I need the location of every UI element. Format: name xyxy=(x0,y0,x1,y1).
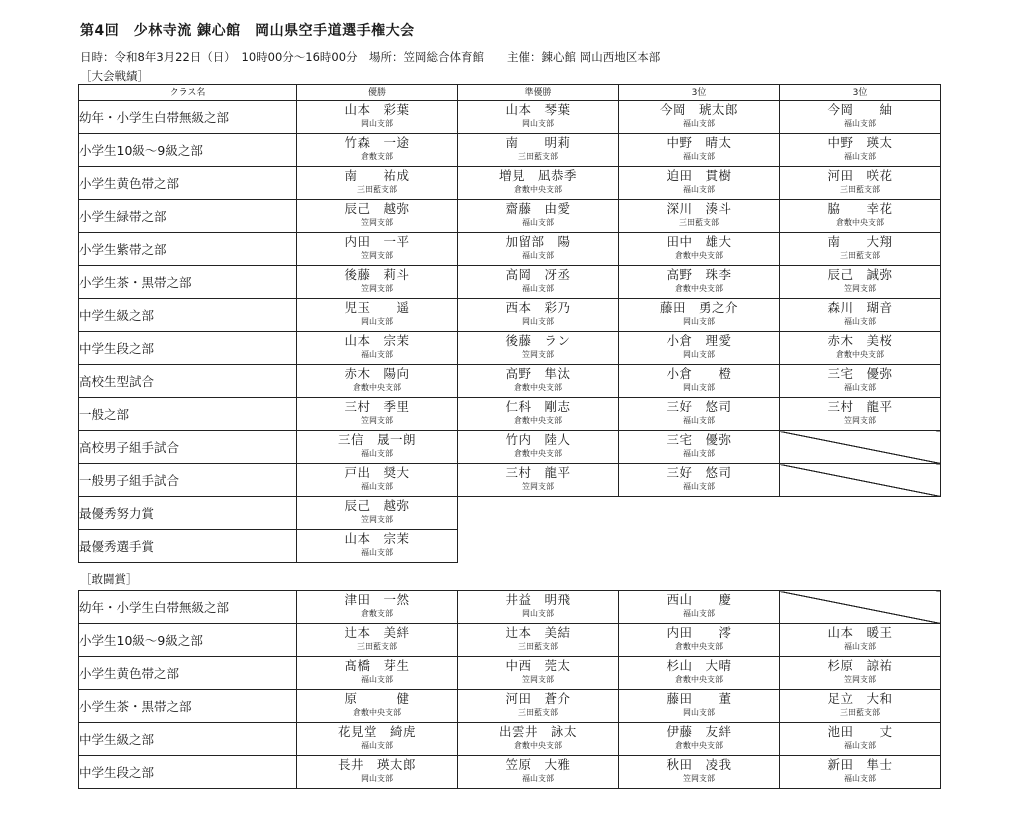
entry-cell xyxy=(297,657,458,690)
competitor-name: 三信 晟一朗 xyxy=(337,431,416,447)
branch-name: 笠岡支部 xyxy=(522,350,554,360)
competitor-name: 高野 珠李 xyxy=(666,266,732,282)
class-name: 高校生型試合 xyxy=(79,365,297,398)
competitor-name: 赤木 美桜 xyxy=(827,332,893,348)
header-third-place: 3位 xyxy=(619,85,780,101)
award-row xyxy=(79,530,941,563)
entry-cell xyxy=(297,200,458,233)
class-name: 一般之部 xyxy=(79,398,297,431)
section-label-fighting-spirit: ［敢闘賞］ xyxy=(80,572,138,586)
branch-name: 福山支部 xyxy=(844,317,876,327)
competitor-name: 河田 蒼介 xyxy=(505,690,571,706)
table-row xyxy=(79,299,941,332)
branch-name: 岡山支部 xyxy=(522,119,554,129)
table-row xyxy=(79,756,941,789)
branch-name: 倉敷中央支部 xyxy=(514,383,562,393)
table-row xyxy=(79,233,941,266)
competitor-name: 内田 一平 xyxy=(344,233,410,249)
class-name: 最優秀選手賞 xyxy=(79,530,297,563)
class-name: 小学生10級～9級之部 xyxy=(79,624,297,657)
competitor-name: 後藤 ラン xyxy=(505,332,571,348)
entry-cell xyxy=(458,299,619,332)
entry-cell xyxy=(619,464,780,497)
competitor-name: 小倉 橙 xyxy=(666,365,732,381)
entry-cell xyxy=(619,657,780,690)
results-table xyxy=(78,84,941,563)
entry-cell xyxy=(297,591,458,624)
branch-name: 岡山支部 xyxy=(683,383,715,393)
branch-name: 笠岡支部 xyxy=(361,416,393,426)
entry-cell xyxy=(780,398,941,431)
class-name: 最優秀努力賞 xyxy=(79,497,297,530)
competitor-name: 西山 慶 xyxy=(666,591,732,607)
entry-cell xyxy=(297,266,458,299)
competitor-name: 高野 隼汰 xyxy=(505,365,571,381)
entry-cell xyxy=(780,624,941,657)
header-class-name: クラス名 xyxy=(79,85,297,101)
branch-name: 岡山支部 xyxy=(361,317,393,327)
branch-name: 倉敷中央支部 xyxy=(353,708,401,718)
competitor-name: 出雲井 詠太 xyxy=(498,723,577,739)
class-name: 幼年・小学生白帯無級之部 xyxy=(79,591,297,624)
competitor-name: 辰己 越弥 xyxy=(344,497,410,513)
branch-name: 三田藍支部 xyxy=(518,708,558,718)
branch-name: 倉敷中央支部 xyxy=(836,350,884,360)
branch-name: 笠岡支部 xyxy=(361,515,393,525)
competitor-name: 深川 湊斗 xyxy=(666,200,732,216)
competitor-name: 加留部 陽 xyxy=(505,233,571,249)
branch-name: 福山支部 xyxy=(522,218,554,228)
branch-name: 笠岡支部 xyxy=(361,251,393,261)
entry-cell xyxy=(780,365,941,398)
entry-cell xyxy=(619,167,780,200)
competitor-name: 池田 丈 xyxy=(827,723,893,739)
competitor-name: 竹内 陸人 xyxy=(505,431,571,447)
branch-name: 福山支部 xyxy=(683,185,715,195)
competitor-name: 辻本 美結 xyxy=(505,624,571,640)
entry-cell xyxy=(780,723,941,756)
competitor-name: 森川 瑚音 xyxy=(827,299,893,315)
class-name: 中学生段之部 xyxy=(79,756,297,789)
competitor-name: 齋藤 由愛 xyxy=(505,200,571,216)
branch-name: 福山支部 xyxy=(361,675,393,685)
branch-name: 福山支部 xyxy=(844,741,876,751)
table-row xyxy=(79,200,941,233)
branch-name: 倉敷中央支部 xyxy=(514,741,562,751)
entry-cell xyxy=(780,690,941,723)
competitor-name: 辰己 誠弥 xyxy=(827,266,893,282)
competitor-name: 三宅 優弥 xyxy=(666,431,732,447)
branch-name: 倉敷中央支部 xyxy=(675,741,723,751)
branch-name: 福山支部 xyxy=(683,152,715,162)
branch-name: 笠岡支部 xyxy=(844,675,876,685)
entry-cell xyxy=(297,332,458,365)
entry-cell xyxy=(780,134,941,167)
branch-name: 福山支部 xyxy=(522,284,554,294)
fighting-spirit-table xyxy=(78,590,941,789)
entry-cell xyxy=(297,233,458,266)
entry-cell xyxy=(458,134,619,167)
branch-name: 福山支部 xyxy=(844,383,876,393)
branch-name: 笠岡支部 xyxy=(844,416,876,426)
class-name: 一般男子組手試合 xyxy=(79,464,297,497)
page-title: 第4回 少林寺流 錬心館 岡山県空手道選手権大会 xyxy=(80,23,415,39)
entry-cell xyxy=(458,591,619,624)
entry-cell xyxy=(619,591,780,624)
class-name: 幼年・小学生白帯無級之部 xyxy=(79,101,297,134)
class-name: 小学生黄色帯之部 xyxy=(79,167,297,200)
branch-name: 笠岡支部 xyxy=(361,284,393,294)
competitor-name: 原 健 xyxy=(344,690,410,706)
branch-name: 倉敷中央支部 xyxy=(514,185,562,195)
table-row xyxy=(79,690,941,723)
entry-cell xyxy=(619,299,780,332)
competitor-name: 秋田 凌我 xyxy=(666,756,732,772)
blank-area xyxy=(458,530,941,563)
branch-name: 倉敷中央支部 xyxy=(675,251,723,261)
branch-name: 岡山支部 xyxy=(522,317,554,327)
competitor-name: 迫田 貫樹 xyxy=(666,167,732,183)
entry-cell xyxy=(780,101,941,134)
branch-name: 笠岡支部 xyxy=(522,482,554,492)
competitor-name: 辻本 美絆 xyxy=(344,624,410,640)
entry-cell xyxy=(458,431,619,464)
entry-cell xyxy=(619,624,780,657)
entry-cell xyxy=(619,101,780,134)
branch-name: 倉敷中央支部 xyxy=(836,218,884,228)
entry-cell xyxy=(458,657,619,690)
table-row xyxy=(79,101,941,134)
competitor-name: 新田 隼士 xyxy=(827,756,893,772)
entry-cell xyxy=(297,167,458,200)
table-row xyxy=(79,365,941,398)
entry-cell xyxy=(297,431,458,464)
entry-cell xyxy=(297,464,458,497)
entry-cell xyxy=(458,365,619,398)
header-third-place: 3位 xyxy=(780,85,941,101)
branch-name: 福山支部 xyxy=(683,609,715,619)
branch-name: 岡山支部 xyxy=(522,609,554,619)
competitor-name: 三好 悠司 xyxy=(666,464,732,480)
competitor-name: 津田 一然 xyxy=(344,591,410,607)
competitor-name: 高岡 冴丞 xyxy=(505,266,571,282)
table-row xyxy=(79,398,941,431)
entry-cell xyxy=(619,690,780,723)
table-row xyxy=(79,332,941,365)
table-row xyxy=(79,657,941,690)
entry-cell xyxy=(458,101,619,134)
competitor-name: 足立 大和 xyxy=(827,690,893,706)
branch-name: 福山支部 xyxy=(683,482,715,492)
entry-cell xyxy=(619,233,780,266)
entry-cell xyxy=(297,723,458,756)
branch-name: 福山支部 xyxy=(683,416,715,426)
entry-cell xyxy=(458,200,619,233)
entry-cell xyxy=(619,431,780,464)
class-name: 高校男子組手試合 xyxy=(79,431,297,464)
class-name: 小学生紫帯之部 xyxy=(79,233,297,266)
entry-cell xyxy=(780,756,941,789)
competitor-name: 戸出 奨大 xyxy=(344,464,410,480)
branch-name: 福山支部 xyxy=(361,482,393,492)
competitor-name: 後藤 莉斗 xyxy=(344,266,410,282)
entry-cell xyxy=(619,723,780,756)
branch-name: 福山支部 xyxy=(522,774,554,784)
competitor-name: 河田 咲花 xyxy=(827,167,893,183)
entry-cell xyxy=(297,530,458,563)
competitor-name: 山本 琴葉 xyxy=(505,101,571,117)
table-row xyxy=(79,624,941,657)
event-details: 日時：令和8年3月22日（日） 10時00分～16時00分 場所：笠岡総合体育館 主催：錬心館 岡山西地区本部 xyxy=(80,50,661,64)
entry-cell xyxy=(458,756,619,789)
branch-name: 福山支部 xyxy=(361,449,393,459)
competitor-name: 中野 瑛太 xyxy=(827,134,893,150)
entry-cell xyxy=(297,497,458,530)
branch-name: 三田藍支部 xyxy=(840,185,880,195)
branch-name: 倉敷中央支部 xyxy=(514,449,562,459)
entry-cell xyxy=(458,624,619,657)
competitor-name: 南 大翔 xyxy=(827,233,893,249)
entry-cell xyxy=(458,167,619,200)
branch-name: 福山支部 xyxy=(361,350,393,360)
table-row xyxy=(79,134,941,167)
competitor-name: 南 明莉 xyxy=(505,134,571,150)
competitor-name: 花見堂 綺虎 xyxy=(337,723,416,739)
table-row xyxy=(79,266,941,299)
branch-name: 笠岡支部 xyxy=(683,774,715,784)
branch-name: 三田藍支部 xyxy=(840,251,880,261)
entry-cell xyxy=(458,723,619,756)
competitor-name: 三村 龍平 xyxy=(505,464,571,480)
competitor-name: 髙橋 芽生 xyxy=(344,657,410,673)
competitor-name: 西本 彩乃 xyxy=(505,299,571,315)
competitor-name: 井益 明飛 xyxy=(505,591,571,607)
competitor-name: 仁科 剛志 xyxy=(505,398,571,414)
award-row xyxy=(79,497,941,530)
branch-name: 三田藍支部 xyxy=(840,708,880,718)
table-row xyxy=(79,464,941,497)
table-row xyxy=(79,591,941,624)
branch-name: 倉敷支部 xyxy=(361,609,393,619)
branch-name: 岡山支部 xyxy=(683,350,715,360)
competitor-name: 辰己 越弥 xyxy=(344,200,410,216)
entry-cell xyxy=(458,690,619,723)
branch-name: 三田藍支部 xyxy=(357,642,397,652)
competitor-name: 児玉 遥 xyxy=(344,299,410,315)
competitor-name: 増見 凪恭季 xyxy=(498,167,577,183)
competitor-name: 三宅 優弥 xyxy=(827,365,893,381)
entry-cell xyxy=(780,167,941,200)
competitor-name: 山本 彩葉 xyxy=(344,101,410,117)
branch-name: 福山支部 xyxy=(683,119,715,129)
table-row xyxy=(79,431,941,464)
entry-cell xyxy=(619,266,780,299)
branch-name: 岡山支部 xyxy=(683,708,715,718)
branch-name: 福山支部 xyxy=(844,642,876,652)
branch-name: 三田藍支部 xyxy=(357,185,397,195)
entry-cell xyxy=(297,624,458,657)
entry-cell xyxy=(297,134,458,167)
branch-name: 福山支部 xyxy=(361,741,393,751)
branch-name: 福山支部 xyxy=(361,548,393,558)
competitor-name: 藤田 勇之介 xyxy=(659,299,738,315)
branch-name: 福山支部 xyxy=(844,119,876,129)
branch-name: 倉敷中央支部 xyxy=(675,675,723,685)
header-runner-up: 準優勝 xyxy=(458,85,619,101)
competitor-name: 三村 季里 xyxy=(344,398,410,414)
entry-cell xyxy=(297,365,458,398)
branch-name: 三田藍支部 xyxy=(679,218,719,228)
competitor-name: 長井 瑛太郎 xyxy=(337,756,416,772)
empty-slot-slash xyxy=(780,431,941,464)
competitor-name: 中野 晴太 xyxy=(666,134,732,150)
competitor-name: 今岡 紬 xyxy=(827,101,893,117)
branch-name: 倉敷支部 xyxy=(361,152,393,162)
competitor-name: 今岡 琥太郎 xyxy=(659,101,738,117)
branch-name: 笠岡支部 xyxy=(361,218,393,228)
section-label-results: ［大会戦績］ xyxy=(80,69,149,83)
branch-name: 倉敷中央支部 xyxy=(675,284,723,294)
competitor-name: 脇 幸花 xyxy=(827,200,893,216)
class-name: 中学生級之部 xyxy=(79,299,297,332)
competitor-name: 三村 龍平 xyxy=(827,398,893,414)
class-name: 小学生10級～9級之部 xyxy=(79,134,297,167)
branch-name: 倉敷中央支部 xyxy=(675,642,723,652)
entry-cell xyxy=(780,332,941,365)
competitor-name: 山本 暖王 xyxy=(827,624,893,640)
class-name: 中学生段之部 xyxy=(79,332,297,365)
branch-name: 笠岡支部 xyxy=(522,675,554,685)
table-row xyxy=(79,167,941,200)
entry-cell xyxy=(458,233,619,266)
entry-cell xyxy=(780,657,941,690)
branch-name: 三田藍支部 xyxy=(518,642,558,652)
entry-cell xyxy=(780,233,941,266)
entry-cell xyxy=(619,134,780,167)
entry-cell xyxy=(619,200,780,233)
entry-cell xyxy=(619,756,780,789)
table-row xyxy=(79,723,941,756)
entry-cell xyxy=(780,266,941,299)
competitor-name: 赤木 陽向 xyxy=(344,365,410,381)
competitor-name: 小倉 理愛 xyxy=(666,332,732,348)
class-name: 小学生茶・黒帯之部 xyxy=(79,266,297,299)
class-name: 小学生黄色帯之部 xyxy=(79,657,297,690)
header-winner: 優勝 xyxy=(297,85,458,101)
branch-name: 岡山支部 xyxy=(683,317,715,327)
competitor-name: 中西 莞太 xyxy=(505,657,571,673)
entry-cell xyxy=(458,332,619,365)
competitor-name: 内田 澪 xyxy=(666,624,732,640)
competitor-name: 田中 雄大 xyxy=(666,233,732,249)
branch-name: 福山支部 xyxy=(844,152,876,162)
entry-cell xyxy=(780,299,941,332)
competitor-name: 杉山 大晴 xyxy=(666,657,732,673)
branch-name: 三田藍支部 xyxy=(518,152,558,162)
branch-name: 福山支部 xyxy=(522,251,554,261)
competitor-name: 南 祐成 xyxy=(344,167,410,183)
class-name: 中学生級之部 xyxy=(79,723,297,756)
blank-area xyxy=(458,497,941,530)
branch-name: 笠岡支部 xyxy=(844,284,876,294)
competitor-name: 藤田 董 xyxy=(666,690,732,706)
competitor-name: 竹森 一途 xyxy=(344,134,410,150)
entry-cell xyxy=(297,398,458,431)
entry-cell xyxy=(297,756,458,789)
competitor-name: 杉原 諒祐 xyxy=(827,657,893,673)
branch-name: 倉敷中央支部 xyxy=(353,383,401,393)
branch-name: 岡山支部 xyxy=(361,119,393,129)
branch-name: 福山支部 xyxy=(683,449,715,459)
entry-cell xyxy=(780,200,941,233)
empty-slot-slash xyxy=(780,464,941,497)
branch-name: 倉敷中央支部 xyxy=(514,416,562,426)
branch-name: 岡山支部 xyxy=(361,774,393,784)
entry-cell xyxy=(297,299,458,332)
competitor-name: 山本 宗茉 xyxy=(344,530,410,546)
competitor-name: 伊藤 友絆 xyxy=(666,723,732,739)
competitor-name: 笠原 大雅 xyxy=(505,756,571,772)
entry-cell xyxy=(619,332,780,365)
competitor-name: 山本 宗茉 xyxy=(344,332,410,348)
class-name: 小学生緑帯之部 xyxy=(79,200,297,233)
entry-cell xyxy=(619,398,780,431)
branch-name: 福山支部 xyxy=(844,774,876,784)
competitor-name: 三好 悠司 xyxy=(666,398,732,414)
empty-slot-slash xyxy=(780,591,941,624)
entry-cell xyxy=(297,101,458,134)
entry-cell xyxy=(458,266,619,299)
entry-cell xyxy=(458,464,619,497)
entry-cell xyxy=(458,398,619,431)
entry-cell xyxy=(619,365,780,398)
entry-cell xyxy=(297,690,458,723)
class-name: 小学生茶・黒帯之部 xyxy=(79,690,297,723)
